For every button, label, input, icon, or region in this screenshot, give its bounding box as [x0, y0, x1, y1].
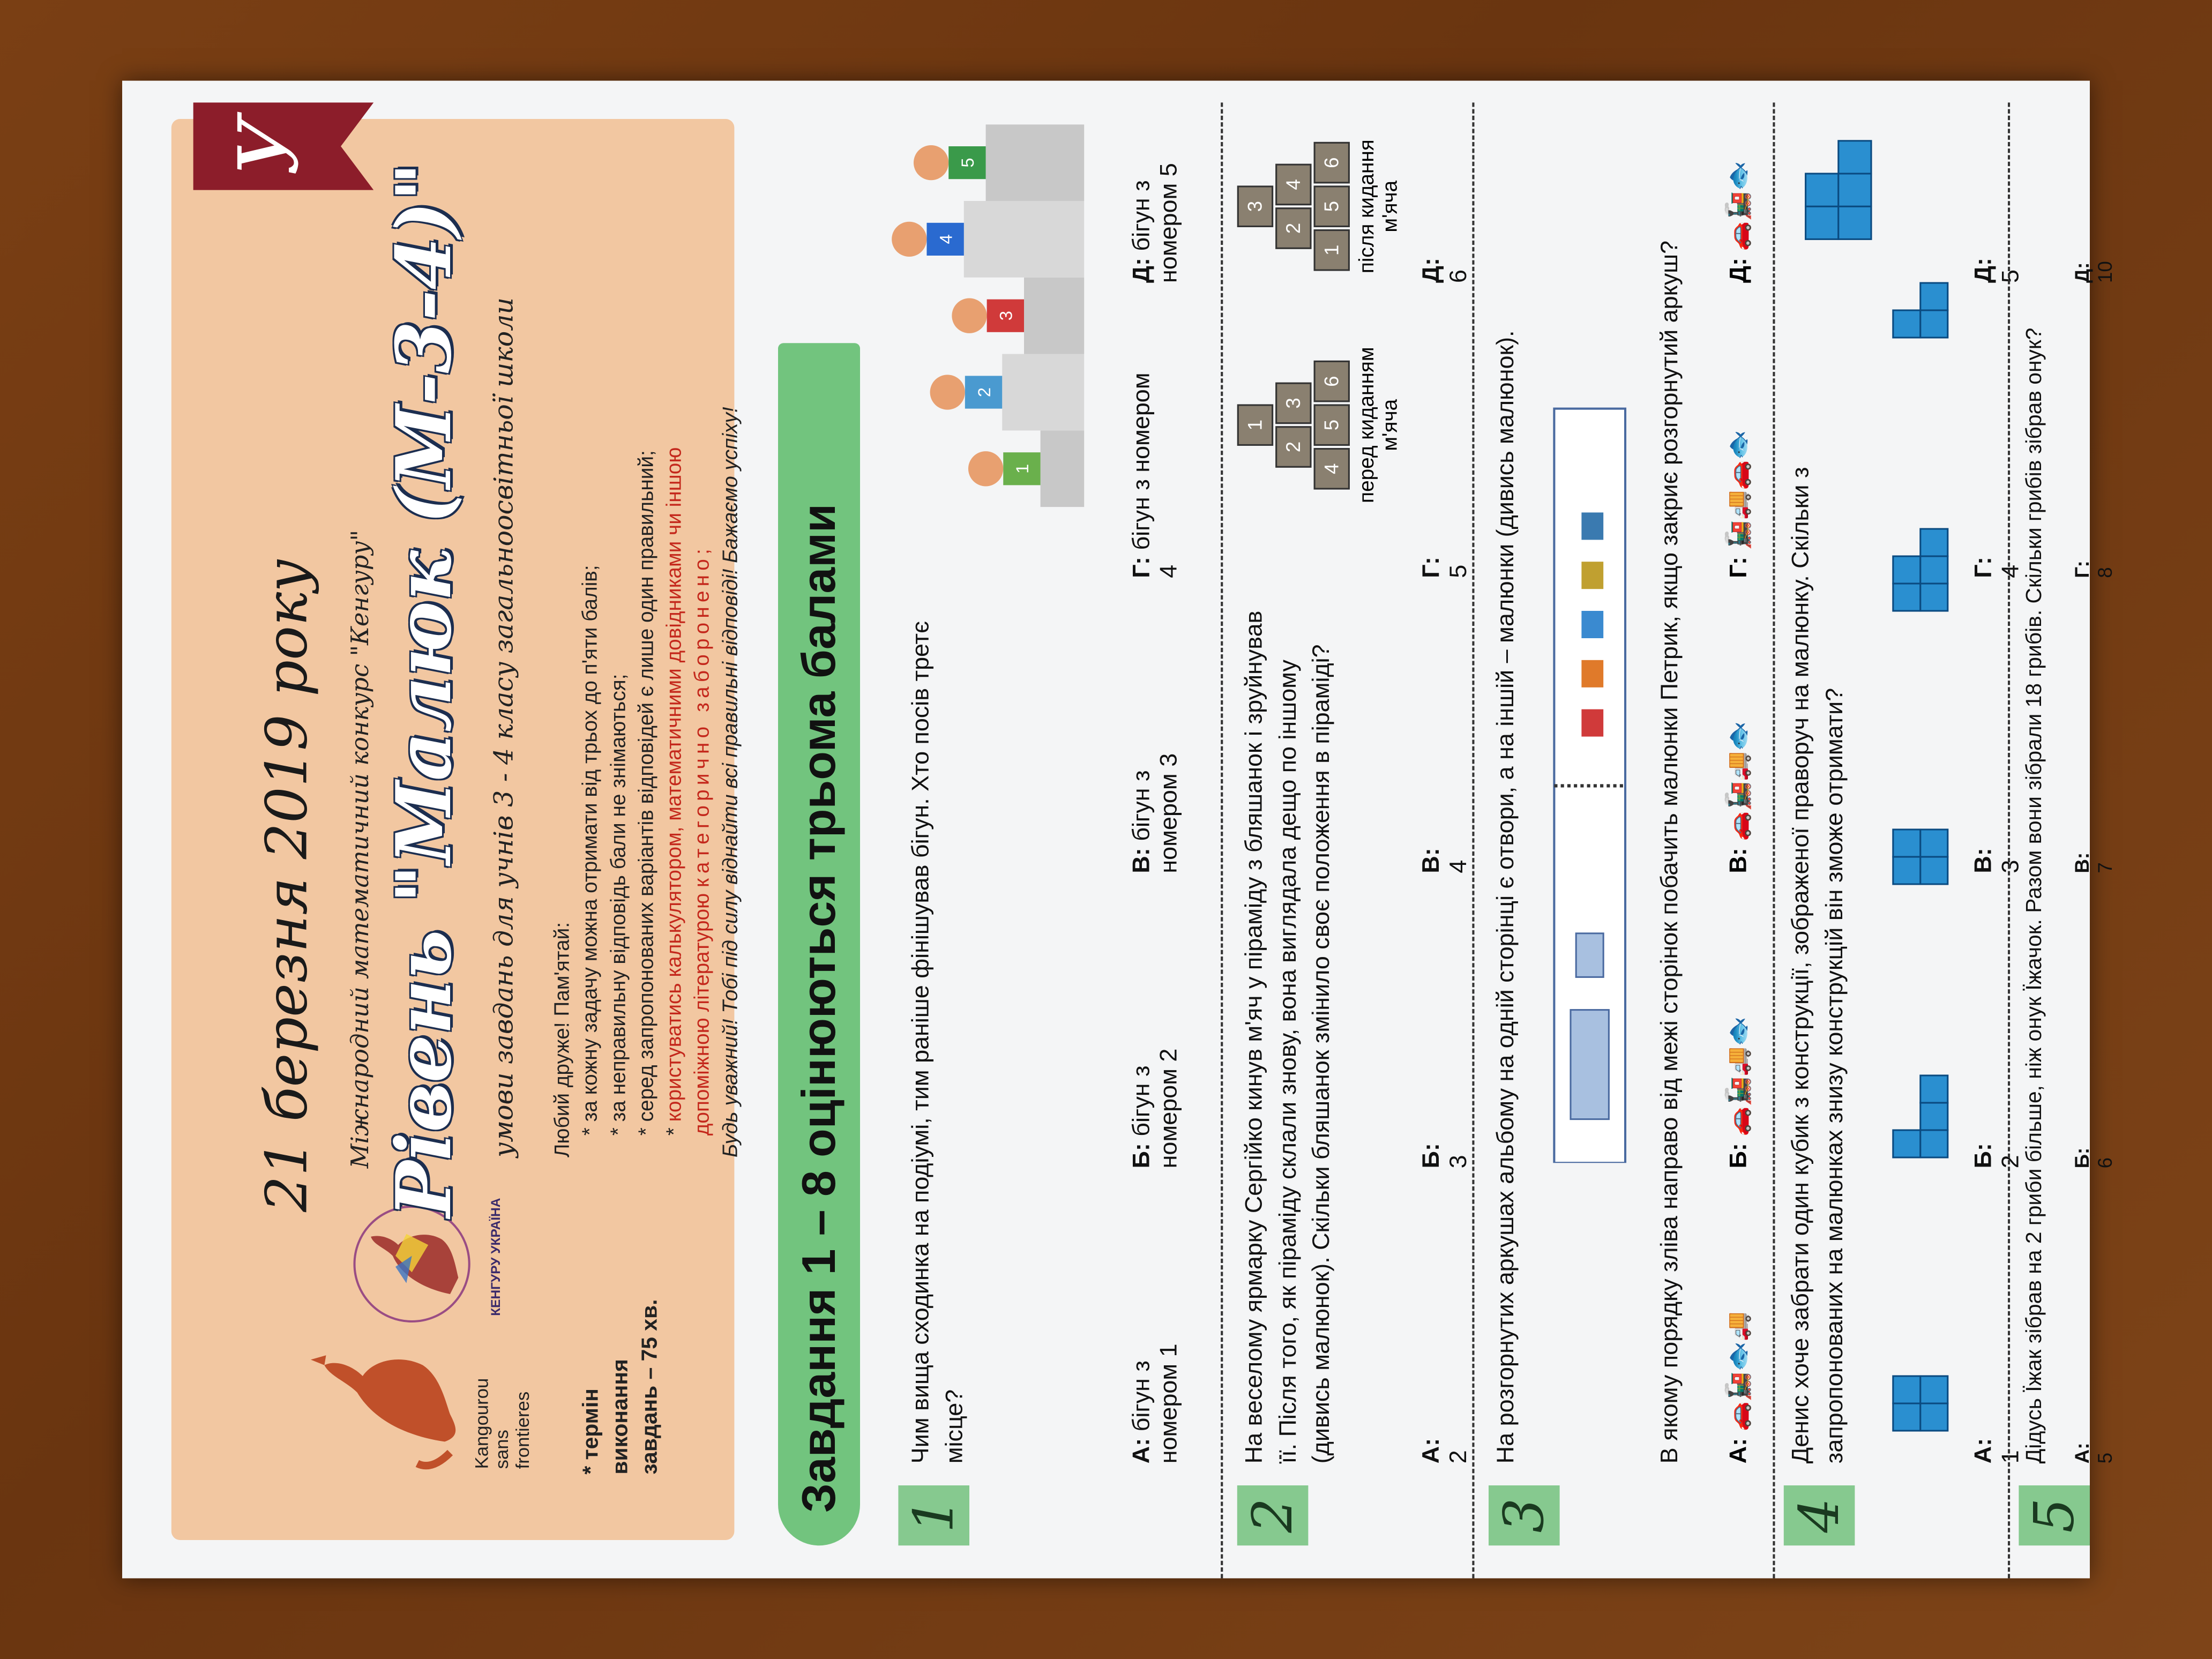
rules-block [549, 146, 745, 1157]
contest-date: 21 березня 2019 року [253, 559, 320, 1212]
divider [1773, 102, 1775, 1578]
pyramid-row [1237, 124, 1273, 288]
question-number: 1 [898, 1485, 969, 1545]
question-text: Чим вища сходинка на подіумі, тим раніше фінішував бігун. Хто посів третє місце? [907, 621, 968, 1464]
can: 1 [1237, 404, 1273, 446]
option-a[interactable]: А: бігун з номером 1 [1127, 1343, 1182, 1464]
option-c[interactable]: В: 4 [1417, 848, 1472, 873]
can: 2 [1275, 426, 1311, 468]
can: 6 [1314, 142, 1350, 184]
toys-icon: 🚂🚚🚗🐟 [1724, 430, 1752, 550]
album-illustration [1549, 398, 1631, 1163]
option-b[interactable]: Б: 2 [1969, 1143, 2024, 1169]
pyramid-row [1314, 343, 1350, 507]
divider [1221, 102, 1223, 1578]
kangaroo-ukraine-logo [341, 1201, 483, 1327]
option-c[interactable]: В: 🚗🚂🚚🐟 [1724, 721, 1752, 873]
can: 5 [1314, 404, 1350, 446]
option-e[interactable]: Д: 🚗🚂🐟 [1724, 161, 1752, 283]
option-b[interactable]: Б: бігун з номером 2 [1127, 1048, 1182, 1169]
rule-red-4: допоміжною літературою [691, 887, 714, 1136]
can: 6 [1314, 361, 1350, 402]
question-number: 3 [1489, 1485, 1560, 1545]
question-4 [1784, 97, 2024, 1545]
rule-item: * серед запропонованих варіантів відповідей є лише один правильний; [634, 450, 658, 1136]
podium-illustration [877, 124, 1106, 507]
option-c[interactable]: В: 7 [2071, 852, 2116, 873]
logo-line-2: sans [491, 1430, 513, 1469]
can: 3 [1237, 185, 1273, 227]
option-b[interactable]: Б: 🚗🚂🚚🐟 [1724, 1017, 1752, 1169]
kangaroo-logo [308, 1332, 472, 1474]
deadline-line-2: виконання [608, 1359, 632, 1475]
cube-construction-target [1784, 124, 1893, 261]
question-text: Денис хоче забрати один кубик з конструкції, зображеної праворуч на малюнку. Скільки з запропонованих на малюнках знизу конструкцій він зможе отримати? [1787, 467, 1848, 1464]
toys-icon: 🚗🚂🚚🐟 [1724, 1017, 1752, 1137]
ribbon-letter: У [221, 116, 317, 176]
question-3 [1489, 97, 1718, 1545]
closing-note: Будь уважний! Тобі під силу віднайти всі правильні відповіді! Бажаємо успіху! [719, 407, 742, 1157]
rule-red-3: чи іншою [662, 447, 686, 535]
option-d[interactable]: Г: 5 [1417, 557, 1472, 578]
option-e[interactable]: Д: 5 [1969, 258, 2024, 283]
rule-red-2: математичними довідниками [662, 535, 686, 821]
question-1 [898, 97, 1204, 1545]
question-2 [1237, 97, 1472, 1545]
pyramid-row [1237, 343, 1273, 507]
can: 2 [1275, 207, 1311, 249]
rule-item: * за кожну задачу можна отримати від трьох до п'яти балів; [579, 565, 602, 1136]
contest-conditions: умови завдань для учнів 3 - 4 класу загальноосвітньої школи [488, 297, 519, 1157]
header-banner [171, 116, 742, 1540]
contest-name: Міжнародний математичний конкурс "Кенгуру" [346, 529, 375, 1169]
question-number: 5 [2019, 1485, 2090, 1545]
can: 3 [1275, 383, 1311, 424]
pyramid-row [1275, 343, 1311, 507]
option-a[interactable]: А: 5 [2071, 1443, 2116, 1464]
pyramid-after [1237, 124, 1402, 288]
option-e[interactable]: Д: 10 [2071, 261, 2116, 283]
rule-item-forbidden [661, 146, 717, 1157]
logo-text [472, 1378, 533, 1469]
section-title: Завдання 1 – 8 оцінюються трьома балами [778, 343, 860, 1545]
logo-line-1: Kangourou [471, 1378, 492, 1469]
pyramid-before [1237, 343, 1402, 507]
cube-options-illustration [1882, 206, 1959, 1463]
pyramid-after-label: після кидання м'яча [1355, 139, 1402, 274]
contest-sheet [122, 81, 2116, 1579]
runner-number: 5 [958, 158, 978, 168]
pyramid-before-label: перед киданням м'яча [1355, 347, 1402, 503]
divider [2008, 102, 2010, 1578]
can: 4 [1314, 448, 1350, 490]
contest-level: Рівень "Малюк (М-3-4)" [379, 162, 468, 1218]
logo-line-3: frontieres [512, 1391, 533, 1469]
option-b[interactable]: Б: 3 [1417, 1143, 1472, 1169]
deadline-line-3: завдань – 75 хв. [637, 1299, 662, 1475]
can: 1 [1314, 229, 1350, 271]
rule-item: * за неправильну відповідь бали не знімаються; [607, 674, 630, 1136]
runner-number: 2 [974, 387, 994, 398]
runner-number: 4 [936, 234, 956, 244]
option-b[interactable]: Б: 6 [2071, 1147, 2116, 1169]
rules-intro: Любий друже! Пам'ятай: [550, 922, 574, 1157]
option-e[interactable]: Д: бігун з номером 5 [1127, 163, 1182, 283]
toys-icon: 🚗🚂🐟🚚 [1724, 1311, 1752, 1432]
question-text: Дідусь Їжак зібрав на 2 гриби більше, ніж онук Їжачок. Разом вони зібрали 18 грибів. Скільки грибів зібрав онук? [2022, 327, 2046, 1464]
pyramid-row [1314, 124, 1350, 288]
question-text-2: В якому порядку зліва направо від межі сторінок побачить малюнки Петрик, якщо закриє розгорнутий аркуш? [1656, 240, 1683, 1464]
question-5 [2019, 97, 2116, 1545]
logo2-text: КЕНГУРУ УКРАЇНА [488, 1198, 503, 1316]
toys-icon: 🚗🚂🚚🐟 [1724, 721, 1752, 841]
option-d[interactable]: Г: бігун з номером 4 [1127, 372, 1182, 578]
pyramid-row [1275, 124, 1311, 288]
toys-icon: 🚗🚂🐟 [1724, 161, 1752, 251]
option-d[interactable]: Г: 4 [1969, 557, 2024, 578]
option-d[interactable]: Г: 8 [2071, 561, 2116, 578]
can: 5 [1314, 185, 1350, 227]
deadline-line-1: * термін [578, 1388, 603, 1475]
divider [1472, 102, 1474, 1578]
question-number: 2 [1237, 1485, 1309, 1545]
runner-number: 3 [996, 311, 1016, 321]
option-d[interactable]: Г: 🚂🚚🚗🐟 [1724, 430, 1752, 578]
option-a[interactable]: А: 1 [1969, 1438, 2024, 1464]
runner-number: 1 [1012, 464, 1033, 474]
option-c[interactable]: В: 3 [1969, 848, 2024, 873]
option-a[interactable]: А: 🚗🚂🐟🚚 [1724, 1311, 1752, 1464]
rule-red-5: категорично заборонено; [691, 544, 714, 888]
option-a[interactable]: А: 2 [1417, 1438, 1472, 1464]
question-text: На розгорнутих аркушах альбому на одній сторінці є отвори, а на іншій – малюнки (дивись малюнок). [1492, 330, 1519, 1464]
question-number: 4 [1784, 1485, 1855, 1545]
deadline-note [576, 1299, 664, 1475]
rule-bullet: * [662, 1122, 686, 1136]
ribbon-badge [193, 92, 374, 201]
rule-red-1: користуватись калькулятором, [662, 820, 686, 1122]
can: 4 [1275, 164, 1311, 206]
option-c[interactable]: В: бігун з номером 3 [1127, 753, 1182, 873]
question-text: На веселому ярмарку Сергійко кинув м'яч у піраміду з бляшанок і зруйнував її. Після того, як піраміду склали знову, вона виглядала дещо по іншому (дивись малюнок). Скільки бляшанок змінило своє положення в піраміді? [1240, 610, 1335, 1464]
option-e[interactable]: Д: 6 [1417, 258, 1472, 283]
